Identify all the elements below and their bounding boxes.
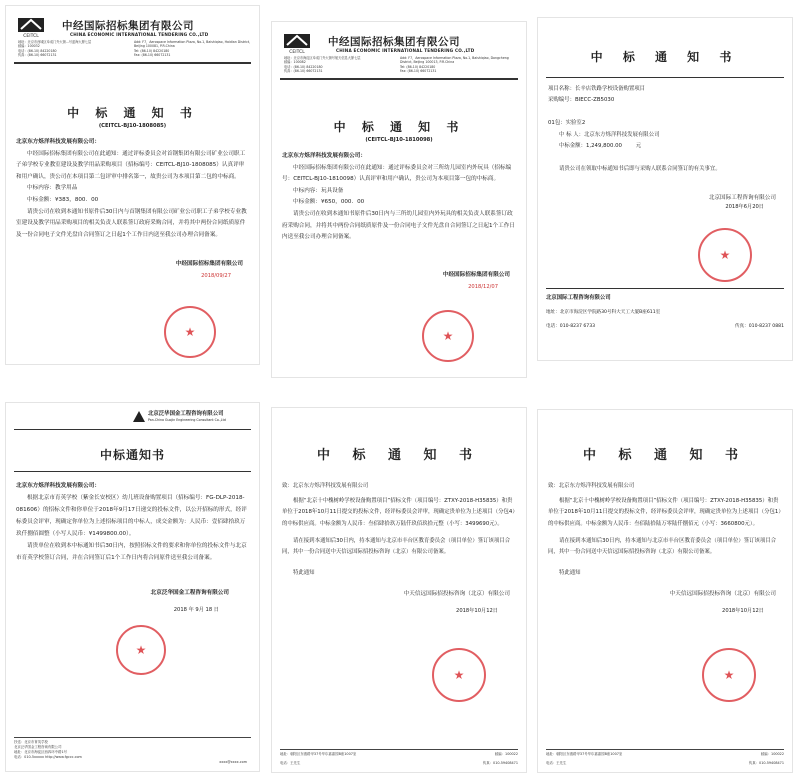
paragraph: 根据“北京十中槐树岭学校设备购置项目”招标文件（项目编号：ZTXY-2018-H35835）和贵单位于2018年10月11日提交的投标文件，经评标委员会评审，现确定贵单位为上述项目（分包4）的中标供应商。中标金额为人民币：叁佰肆拾玖万陆仟玖佰玖拾元整（小写：3499690元）。	[282, 498, 516, 527]
field-value: BIECC-ZB5030	[574, 97, 615, 104]
salutation: 北京东方烁洋科技发展有限公司：	[16, 483, 100, 489]
signature: 中天信远国际招投标咨询（北京）有限公司	[403, 591, 510, 598]
footer-fax: 传真：010-8237 0881	[734, 324, 784, 329]
star-icon: ★	[453, 668, 465, 682]
signature: 中天信远国际招投标咨询（北京）有限公司	[669, 591, 776, 598]
salutation: 致：北京东方烁洋科技发展有限公司	[282, 483, 369, 489]
official-seal	[422, 310, 474, 362]
field-label: 中标金额：	[293, 199, 321, 206]
company-name-en: Pan-China Guojin Engineering Consultant Co.,Ltd	[148, 418, 226, 422]
letterhead	[14, 12, 251, 64]
official-seal	[432, 648, 486, 702]
field-label: 中标金额：	[559, 142, 586, 149]
field-value: 长辛店铁路学校设备购置项目	[574, 86, 646, 92]
company-name-cn: 中经国际招标集团有限公司	[62, 20, 194, 32]
address-cn: 地址：北京市西城区阜成门外大街...号蓝海大厦七层 邮编：100032 电话：(86-10) 84220180 传真：(86-10) 66072131	[18, 40, 92, 58]
document-body	[538, 84, 792, 175]
star-icon: ★	[719, 248, 731, 262]
date: 2018年10月12日	[722, 608, 764, 615]
field-value: ¥383，800．00	[54, 196, 99, 203]
company-name-cn: 中经国际招标集团有限公司	[328, 36, 460, 48]
document-title: 中 标 通 知 书	[590, 50, 740, 64]
footer-company: 北京国际工程咨询有限公司	[546, 295, 611, 301]
field-label: 中 标 人：	[559, 131, 584, 138]
footer-text: 抄送：北京市育英学校 北京泛华国金工程咨询有限公司 地址：北京市海淀区西四环中路1号 电话：010-5xxxxx http://www.fgccc.com	[14, 740, 82, 759]
date: 2018/12/07	[468, 283, 498, 290]
date: 2018/09/27	[201, 273, 231, 280]
letterhead	[280, 28, 518, 80]
footer-fax: 传真：010-59408471	[482, 761, 518, 765]
award-notice-3	[538, 18, 792, 360]
footer-postcode: 邮编：100022	[760, 752, 784, 756]
field-label: 中标内容：	[293, 187, 321, 194]
official-seal	[164, 306, 216, 358]
date: 2018年10月12日	[456, 608, 498, 615]
paragraph: 中经国际招标集团有限公司在此通知：通过评标委员会对三所幼儿园室内外玩具（招标编号：CEITCL-BJ10-1810098）认真评审和用户确认，贵公司为本项目第一包的中标商。	[282, 164, 512, 183]
field-label: 中标内容：	[27, 185, 55, 192]
logo-text: CEITCL	[289, 50, 305, 54]
package-line: 01包：实验室2	[548, 120, 586, 127]
document-title: 中 标 通 知 书	[582, 448, 748, 463]
field-label: 项目名称：	[548, 86, 575, 92]
document-title: 中 标 通 知 书	[67, 106, 198, 120]
paragraph: 请贵单位在收到本中标通知书后30日内，按照招标文件的要求和你单位的投标文件与北京市育英学校签订合同，并在合同签订后1个工作日内将合同原件送至我公司备案。	[16, 543, 247, 561]
award-notice-2	[272, 22, 526, 377]
company-name-cn: 北京泛华国金工程咨询有限公司	[148, 411, 224, 417]
award-notice-5	[272, 408, 526, 772]
field-value: ¥650，000．00	[320, 199, 365, 206]
paragraph: 根据“北京十中槐树岭学校设备购置项目”招标文件（项目编号：ZTXY-2018-H35835）和贵单位于2018年10月11日提交的投标文件，经评标委员会评审，现确定贵单位为上述项目（分包1）的中标供应商。中标金额为人民币：叁佰陆拾陆万零陆仟捌佰元（小写：3660800元）。	[548, 498, 782, 527]
field-value: 1,249,800.00	[585, 142, 622, 149]
amount-unit: 元	[635, 142, 642, 149]
document-title: 中 标 通 知 书	[316, 448, 482, 463]
document-body	[538, 481, 792, 579]
document-title: 中 标 通 知 书	[333, 120, 465, 134]
star-icon: ★	[442, 329, 454, 343]
field-label: 中标金额：	[27, 196, 55, 203]
official-seal	[698, 228, 752, 282]
footer-contact: 电话：王先生	[280, 761, 301, 765]
field-value: 教学用品	[54, 185, 78, 192]
paragraph: 请贵公司在收到本通知书原件后30日内与三所幼儿园室内外玩具的相关负责人联系签订政府采购合同，并将其中两份合同纸质原件及一份合同电子文件光盘自合同签订之日起1个工作日内送至我公司办理合同备案。	[282, 210, 515, 241]
signature: 北京泛华国金工程咨询有限公司	[150, 590, 229, 596]
award-notice-1	[6, 6, 259, 364]
footer-tel: 电话：010-8237 6733	[546, 324, 596, 329]
letterhead	[14, 407, 251, 430]
document-body	[272, 151, 526, 244]
field-value: 北京东方烁洋科技发展有限公司	[584, 131, 660, 138]
star-icon: ★	[723, 668, 735, 682]
salutation: 北京东方烁洋科技发展有限公司：	[282, 153, 366, 159]
company-logo-icon	[282, 32, 312, 54]
salutation: 致：北京东方烁洋科技发展有限公司	[548, 483, 635, 489]
award-notice-6	[538, 410, 792, 772]
footer	[546, 288, 784, 329]
paragraph: 请贵公司在收到本通知书原件后30日内与首钢集团有限公司矿业公司职工子弟学校专业教室建设及教学用品采购项目的相关负责人联系签订政府采购合同，并将其中两份合同纸质原件及一份合同电子文件光盘自合同签订之日起1个工作日内送至我公司办理合同备案。	[16, 208, 247, 238]
field-value: 玩具设备	[320, 187, 344, 194]
company-name-en: CHINA ECONOMIC INTERNATIONAL TENDERING CO.,LTD	[336, 48, 475, 53]
paragraph: 请贵公司在领取中标通知书后即与采购人联系合同签订的有关事宜。	[559, 166, 721, 173]
signature: 中经国际招标集团有限公司	[442, 271, 510, 278]
official-seal	[116, 625, 166, 675]
footer-fax: 传真：010-59408471	[748, 761, 784, 765]
closing: 特此通知	[559, 570, 581, 577]
logo-text: CEITCL	[23, 34, 39, 38]
footer-address: 地址：朝阳区东惠路甲37号华尔嘉嘉园B座1007室	[280, 752, 357, 756]
paragraph: 根据北京市育英学校（紫金长安校区）幼儿班设备购置项目（招标编号：FG-DLP-2018-081606）的招标文件和你单位于2018年9月17日递交的投标文件，以公开招标的形式，经评标委员会评审，现确定你单位为上述招标项目的中标人，成交金额为：人民币：壹佰肆拾玖万玖仟捌佰圆整（小写人民币：¥1499800.00）。	[16, 495, 247, 537]
company-name-en: CHINA ECONOMIC INTERNATIONAL TENDERING CO.,LTD	[70, 32, 209, 37]
footer	[280, 749, 518, 766]
document-body	[272, 481, 526, 579]
date: 2018年6月20日	[725, 204, 764, 211]
document-title: 中标通知书	[99, 448, 165, 462]
official-seal	[702, 648, 756, 702]
footer-contact: 电话：王先生	[546, 761, 567, 765]
address-cn: 地址：北京市海淀区阜成门外大街号航天信息大厦七层 邮编：100082 电话：(86-10) 84220180 传真：(86-10) 66072131	[284, 56, 361, 74]
star-icon: ★	[184, 325, 196, 339]
address-en: Add: F7，Aerospace Information Plaza, No.1, Baishiqiao, Dongcheng District, Beijing 100013, P.R.China Tel: (86-10) 84220180 Fax: (86-10) 66072131	[400, 56, 509, 74]
footer-postcode: 邮编：100022	[494, 752, 518, 756]
notice-number: (CEITCL-BJ10-1808085)	[98, 123, 167, 129]
signature: 中经国际招标集团有限公司	[175, 261, 243, 268]
company-logo-icon	[132, 409, 146, 423]
notice-number: (CEITCL-BJ10-1810098)	[365, 137, 433, 143]
address-en: Add: F7，Aerospace Information Plaza, No.1, Baishiqiao, Haidian District, Beijing 100081, P.R.China Tel: (86-10) 84220180 Fax: (86-10) 66072131	[134, 40, 251, 58]
footer-email: xxxx@xxxx.com	[219, 760, 247, 764]
award-notice-4	[6, 403, 259, 771]
document-body	[6, 480, 259, 564]
star-icon: ★	[135, 643, 147, 657]
document-body	[6, 137, 259, 241]
footer-address: 地址：北京市海淀区学院路30号科大天工大厦B座611室	[546, 310, 661, 315]
paragraph: 请在接到本通知后30日内，持本通知与北京市丰台区教育委员会（项目单位）签订该项目合同，其中一份合同送中天信远国际招投标咨询（北京）有限公司备案。	[282, 537, 511, 556]
footer	[14, 737, 251, 765]
footer-address: 地址：朝阳区东惠路甲37号华尔嘉嘉园B座1007室	[546, 752, 623, 756]
paragraph: 请在接到本通知后30日内，持本通知与北京市丰台区教育委员会（项目单位）签订该项目合同，其中一份合同送中天信远国际招投标咨询（北京）有限公司备案。	[548, 537, 777, 556]
signature: 北京国际工程咨询有限公司	[708, 195, 776, 202]
paragraph: 中经国际招标集团有限公司在此通知：通过评标委员会对首钢集团有限公司矿业公司职工子弟学校专业教室建设及教学用品采购项目（招标编号：CEITCL-BJ10-1808085）认真评审和用户确认，贵公司在本项目第二包评审中排名第一，故贵公司为本项目第二包的中标商。	[16, 150, 246, 180]
date: 2018 年 9月 18 日	[173, 607, 219, 613]
company-logo-icon	[16, 16, 46, 38]
field-label: 采购编号：	[548, 97, 575, 104]
footer	[546, 749, 784, 766]
salutation: 北京东方烁洋科技发展有限公司：	[16, 139, 100, 145]
closing: 特此通知	[293, 570, 315, 577]
